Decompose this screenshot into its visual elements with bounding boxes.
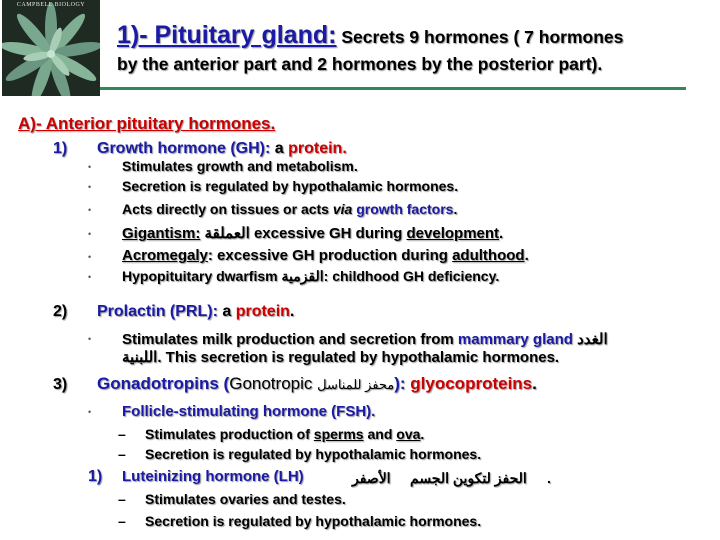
hormone-type: protein xyxy=(235,303,290,320)
arabic-term: محفز للمناسل xyxy=(317,377,395,392)
bullet: • xyxy=(88,334,92,344)
dash: – xyxy=(118,426,126,442)
hormone-type: protein. xyxy=(288,140,347,157)
text-part: . xyxy=(453,201,458,217)
arabic-term: اللبنية xyxy=(122,349,158,366)
text-italic: via xyxy=(332,201,353,217)
text-part: . xyxy=(420,426,425,442)
text-part: Stimulates milk production and secretion from xyxy=(122,331,458,348)
book-cover-logo xyxy=(2,0,100,96)
text-part: Acts directly on tissues or acts xyxy=(122,201,333,217)
arabic-term: الأصفر xyxy=(352,470,391,486)
hormone-type: glyocoproteins xyxy=(405,374,533,393)
bullet: • xyxy=(88,182,92,192)
title-divider xyxy=(100,87,686,90)
bullet-text xyxy=(122,268,499,285)
bullet: • xyxy=(88,252,92,262)
arabic-term: القزمية xyxy=(281,268,324,284)
lh-heading: Luteinizing hormone (LH) xyxy=(122,468,304,485)
logo-text: CAMPBELL BIOLOGY xyxy=(16,2,86,8)
acromegaly-term: Acromegaly xyxy=(122,247,208,264)
hormone-name-close: ): xyxy=(394,374,406,393)
fsh-heading: Follicle-stimulating hormone (FSH). xyxy=(122,403,376,420)
text-part: . xyxy=(547,470,551,486)
text-part: . xyxy=(499,225,504,242)
text-part: . xyxy=(532,374,537,393)
bullet: • xyxy=(88,229,92,239)
bullet-text xyxy=(122,247,529,264)
item-number: 3) xyxy=(53,376,68,393)
dash-text xyxy=(145,426,424,442)
lh-number: 1) xyxy=(88,468,103,485)
title-main: 1)- Pituitary gland: xyxy=(117,21,337,49)
bullet: • xyxy=(88,272,92,282)
item-heading-gh xyxy=(97,140,347,158)
item-heading-prl xyxy=(97,303,294,321)
text-part: Hypopituitary dwarfism xyxy=(122,268,282,284)
ova-term: ova xyxy=(396,426,421,442)
arabic-term: الحفز لتكوين الجسم xyxy=(410,470,527,486)
growth-factors-term: growth factors xyxy=(356,201,454,217)
bullet: • xyxy=(88,162,92,172)
dash: – xyxy=(118,513,126,529)
heading-article: a xyxy=(217,303,236,320)
hormone-name: Growth hormone (GH): xyxy=(97,140,271,157)
bullet-text: Stimulates growth and metabolism. xyxy=(122,158,358,174)
heading-article: a xyxy=(270,140,289,157)
hormone-alt-name: Gonotropic xyxy=(229,374,318,393)
bullet: • xyxy=(88,205,92,215)
dash: – xyxy=(118,491,126,507)
text-part: : excessive GH production during xyxy=(207,247,453,264)
hormone-name: Prolactin (PRL): xyxy=(97,303,218,320)
text-part: Stimulates production of xyxy=(145,426,314,442)
text-part: . This secretion is regulated by hypothalamic hormones. xyxy=(157,349,560,366)
item-number: 1) xyxy=(53,140,68,157)
development-term: development xyxy=(406,225,500,242)
title-line2: by the anterior part and 2 hormones by the posterior part). xyxy=(117,54,603,74)
section-heading: A)- Anterior pituitary hormones. xyxy=(18,114,276,133)
gigantism-term: Gigantism: xyxy=(122,225,201,242)
sperms-term: sperms xyxy=(313,426,364,442)
item-number: 2) xyxy=(53,303,68,320)
text-part: . xyxy=(289,303,295,320)
text-part: : childhood GH deficiency. xyxy=(323,268,500,284)
plant-logo-icon xyxy=(2,0,100,96)
dash: – xyxy=(118,446,126,462)
dash-text: Secretion is regulated by hypothalamic hormones. xyxy=(145,513,482,529)
bullet: • xyxy=(88,407,92,417)
mammary-gland-term: mammary gland xyxy=(457,331,573,348)
adulthood-term: adulthood xyxy=(452,247,525,264)
item-heading-gonadotropins xyxy=(97,374,537,394)
title-rest: Secrets 9 hormones ( 7 hormones xyxy=(336,27,624,47)
slide-title xyxy=(117,21,623,50)
bullet-text xyxy=(122,224,503,242)
arabic-term: الغدد xyxy=(572,331,608,348)
bullet-text xyxy=(122,201,457,217)
text-part: excessive GH during xyxy=(253,225,407,242)
bullet-text xyxy=(122,330,608,348)
dash-text: Stimulates ovaries and testes. xyxy=(145,491,346,507)
arabic-term: العملقة xyxy=(200,225,254,242)
dash-text: Secretion is regulated by hypothalamic hormones. xyxy=(145,446,482,462)
text-part: and xyxy=(363,426,397,442)
bullet-text: Secretion is regulated by hypothalamic hormones. xyxy=(122,178,459,194)
hormone-name: Gonadotropins ( xyxy=(97,374,230,393)
text-part: . xyxy=(524,247,529,264)
bullet-text-cont xyxy=(122,348,559,366)
